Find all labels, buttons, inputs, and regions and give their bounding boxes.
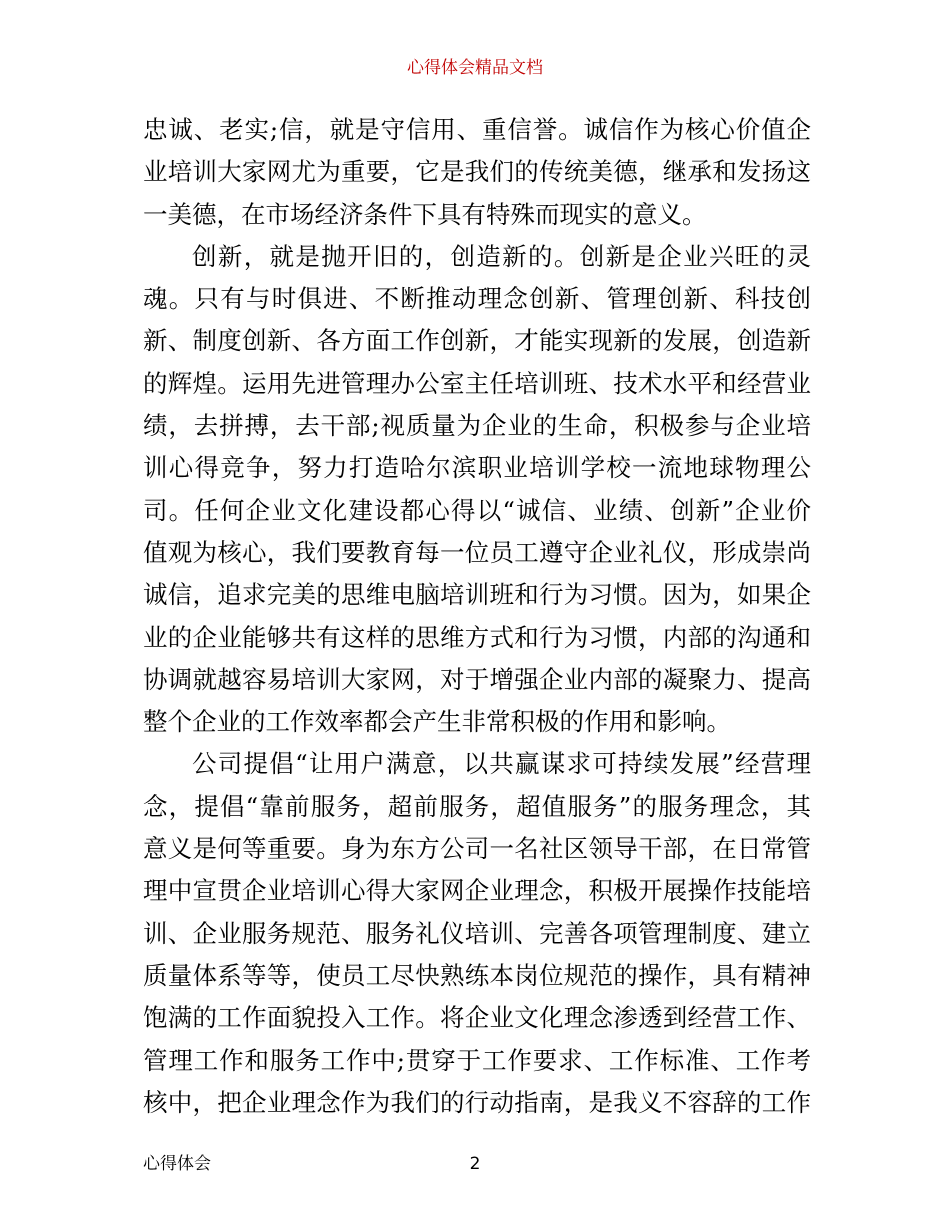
text-line: 意义是何等重要。身为东方公司一名社区领导干部，在日常管 bbox=[143, 834, 811, 864]
text-line: 公司提倡“让用户满意，以共赢谋求可持续发展”经营理 bbox=[192, 749, 811, 779]
document-body bbox=[143, 109, 811, 1124]
text-line: 值观为核心，我们要教育每一位员工遵守企业礼仪，形成崇尚 bbox=[143, 537, 811, 567]
text-line: 新、制度创新、各方面工作创新，才能实现新的发展，创造新 bbox=[143, 326, 811, 356]
text-line: 诚信，追求完美的思维电脑培训班和行为习惯。因为，如果企 bbox=[143, 580, 811, 610]
text-line: 业培训大家网尤为重要，它是我们的传统美德，继承和发扬这 bbox=[143, 157, 811, 187]
text-line: 一美德，在市场经济条件下具有特殊而现实的意义。 bbox=[143, 199, 707, 229]
text-line: 核中，把企业理念作为我们的行动指南，是我义不容辞的工作 bbox=[143, 1087, 811, 1117]
text-line: 创新，就是抛开旧的，创造新的。创新是企业兴旺的灵 bbox=[192, 241, 811, 271]
text-line: 业的企业能够共有这样的思维方式和行为习惯，内部的沟通和 bbox=[143, 622, 811, 652]
footer-label: 心得体会 bbox=[143, 1154, 211, 1174]
text-line: 协调就越容易培训大家网，对于增强企业内部的凝聚力、提高 bbox=[143, 664, 811, 694]
text-line: 管理工作和服务工作中;贯穿于工作要求、工作标准、工作考 bbox=[143, 1045, 811, 1075]
text-line: 绩，去拼搏，去干部;视质量为企业的生命，积极参与企业培 bbox=[143, 411, 811, 441]
text-line: 理中宣贯企业培训心得大家网企业理念，积极开展操作技能培 bbox=[143, 876, 811, 906]
text-line: 的辉煌。运用先进管理办公室主任培训班、技术水平和经营业 bbox=[143, 368, 811, 398]
text-line: 训心得竞争，努力打造哈尔滨职业培训学校一流地球物理公 bbox=[143, 453, 811, 483]
text-line: 训、企业服务规范、服务礼仪培训、完善各项管理制度、建立 bbox=[143, 918, 811, 948]
text-line: 质量体系等等，使员工尽快熟练本岗位规范的操作，具有精神 bbox=[143, 960, 811, 990]
text-line: 念，提倡“靠前服务，超前服务，超值服务”的服务理念，其 bbox=[143, 791, 811, 821]
text-line: 饱满的工作面貌投入工作。将企业文化理念渗透到经营工作、 bbox=[143, 1003, 811, 1033]
page-number: 2 bbox=[469, 1154, 481, 1174]
page-header-title: 心得体会精品文档 bbox=[407, 58, 543, 78]
text-line: 魂。只有与时俱进、不断推动理念创新、管理创新、科技创 bbox=[143, 284, 811, 314]
text-line: 忠诚、老实;信，就是守信用、重信誉。诚信作为核心价值企 bbox=[143, 115, 811, 144]
text-line: 司。任何企业文化建设都心得以“诚信、业绩、创新”企业价 bbox=[143, 495, 811, 525]
text-line: 整个企业的工作效率都会产生非常积极的作用和影响。 bbox=[143, 707, 731, 737]
